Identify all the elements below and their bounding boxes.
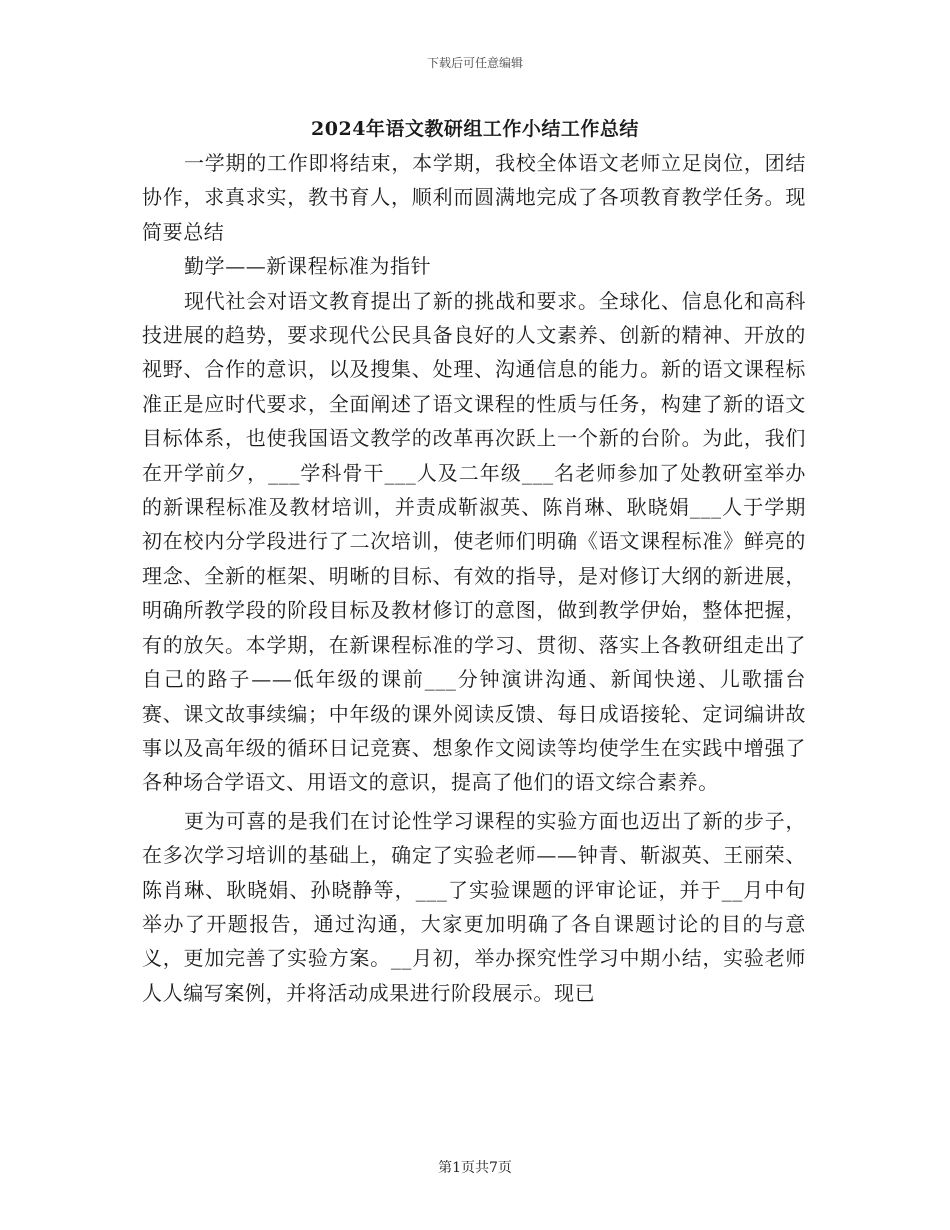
page-number: 第1页共7页: [438, 1160, 512, 1176]
paragraph-curriculum: 现代社会对语文教育提出了新的挑战和要求。全球化、信息化和高科技进展的趋势，要求现代公民具备良好的人文素养、创新的精神、开放的视野、合作的意识，以及搜集、处理、沟通信息的能力。新的语文课程标准正是应时代要求，全面阐述了语文课程的性质与任务，构建了新的语文目标体系，也使我国语文教学的改革再次跃上一个新的台阶。为此，我们在开学前夕，___学科骨干___人及二年级___名老师参加了处教研室举办的新课程标准及教材培训，并责成靳淑英、陈肖琳、耿晓娟___人于学期初在校内分学段进行了二次培训，使老师们明确《语文课程标准》鲜亮的理念、全新的框架、明晰的目标、有效的指导，是对修订大纲的新进展，明确所教学段的阶段目标及教材修订的意图，做到教学伊始，整体把握，有的放矢。本学期，在新课程标准的学习、贯彻、落实上各教研组走出了自己的路子——低年级的课前___分钟演讲沟通、新闻快递、儿歌擂台赛、课文故事续编；中年级的课外阅读反馈、每日成语接轮、定词编讲故事以及高年级的循环日记竞赛、想象作文阅读等均使学生在实践中增强了各种场合学语文、用语文的意识，提高了他们的语文综合素养。: [142, 288, 806, 795]
document-title: 2024年语文教研组工作小结工作总结: [311, 118, 639, 140]
paragraph-research: 更为可喜的是我们在讨论性学习课程的实验方面也迈出了新的步子，在多次学习培训的基础上，确定了实验老师——钟青、靳淑英、王丽荣、陈肖琳、耿晓娟、孙晓静等，___了实验课题的评审论证，并于__月中旬举办了开题报告，通过沟通，大家更加明确了各自课题讨论的目的与意义，更加完善了实验方案。__月初，举办探究性学习中期小结，实验老师人人编写案例，并将活动成果进行阶段展示。现已: [142, 808, 806, 1005]
document-body: [142, 146, 806, 1010]
section-heading: 勤学——新课程标准为指针: [184, 254, 432, 279]
header-note: 下载后可任意编辑: [426, 56, 523, 70]
paragraph-intro: 一学期的工作即将结束，本学期，我校全体语文老师立足岗位，团结协作，求真求实，教书育人，顺利而圆满地完成了各项教育教学任务。现简要总结: [142, 151, 806, 244]
